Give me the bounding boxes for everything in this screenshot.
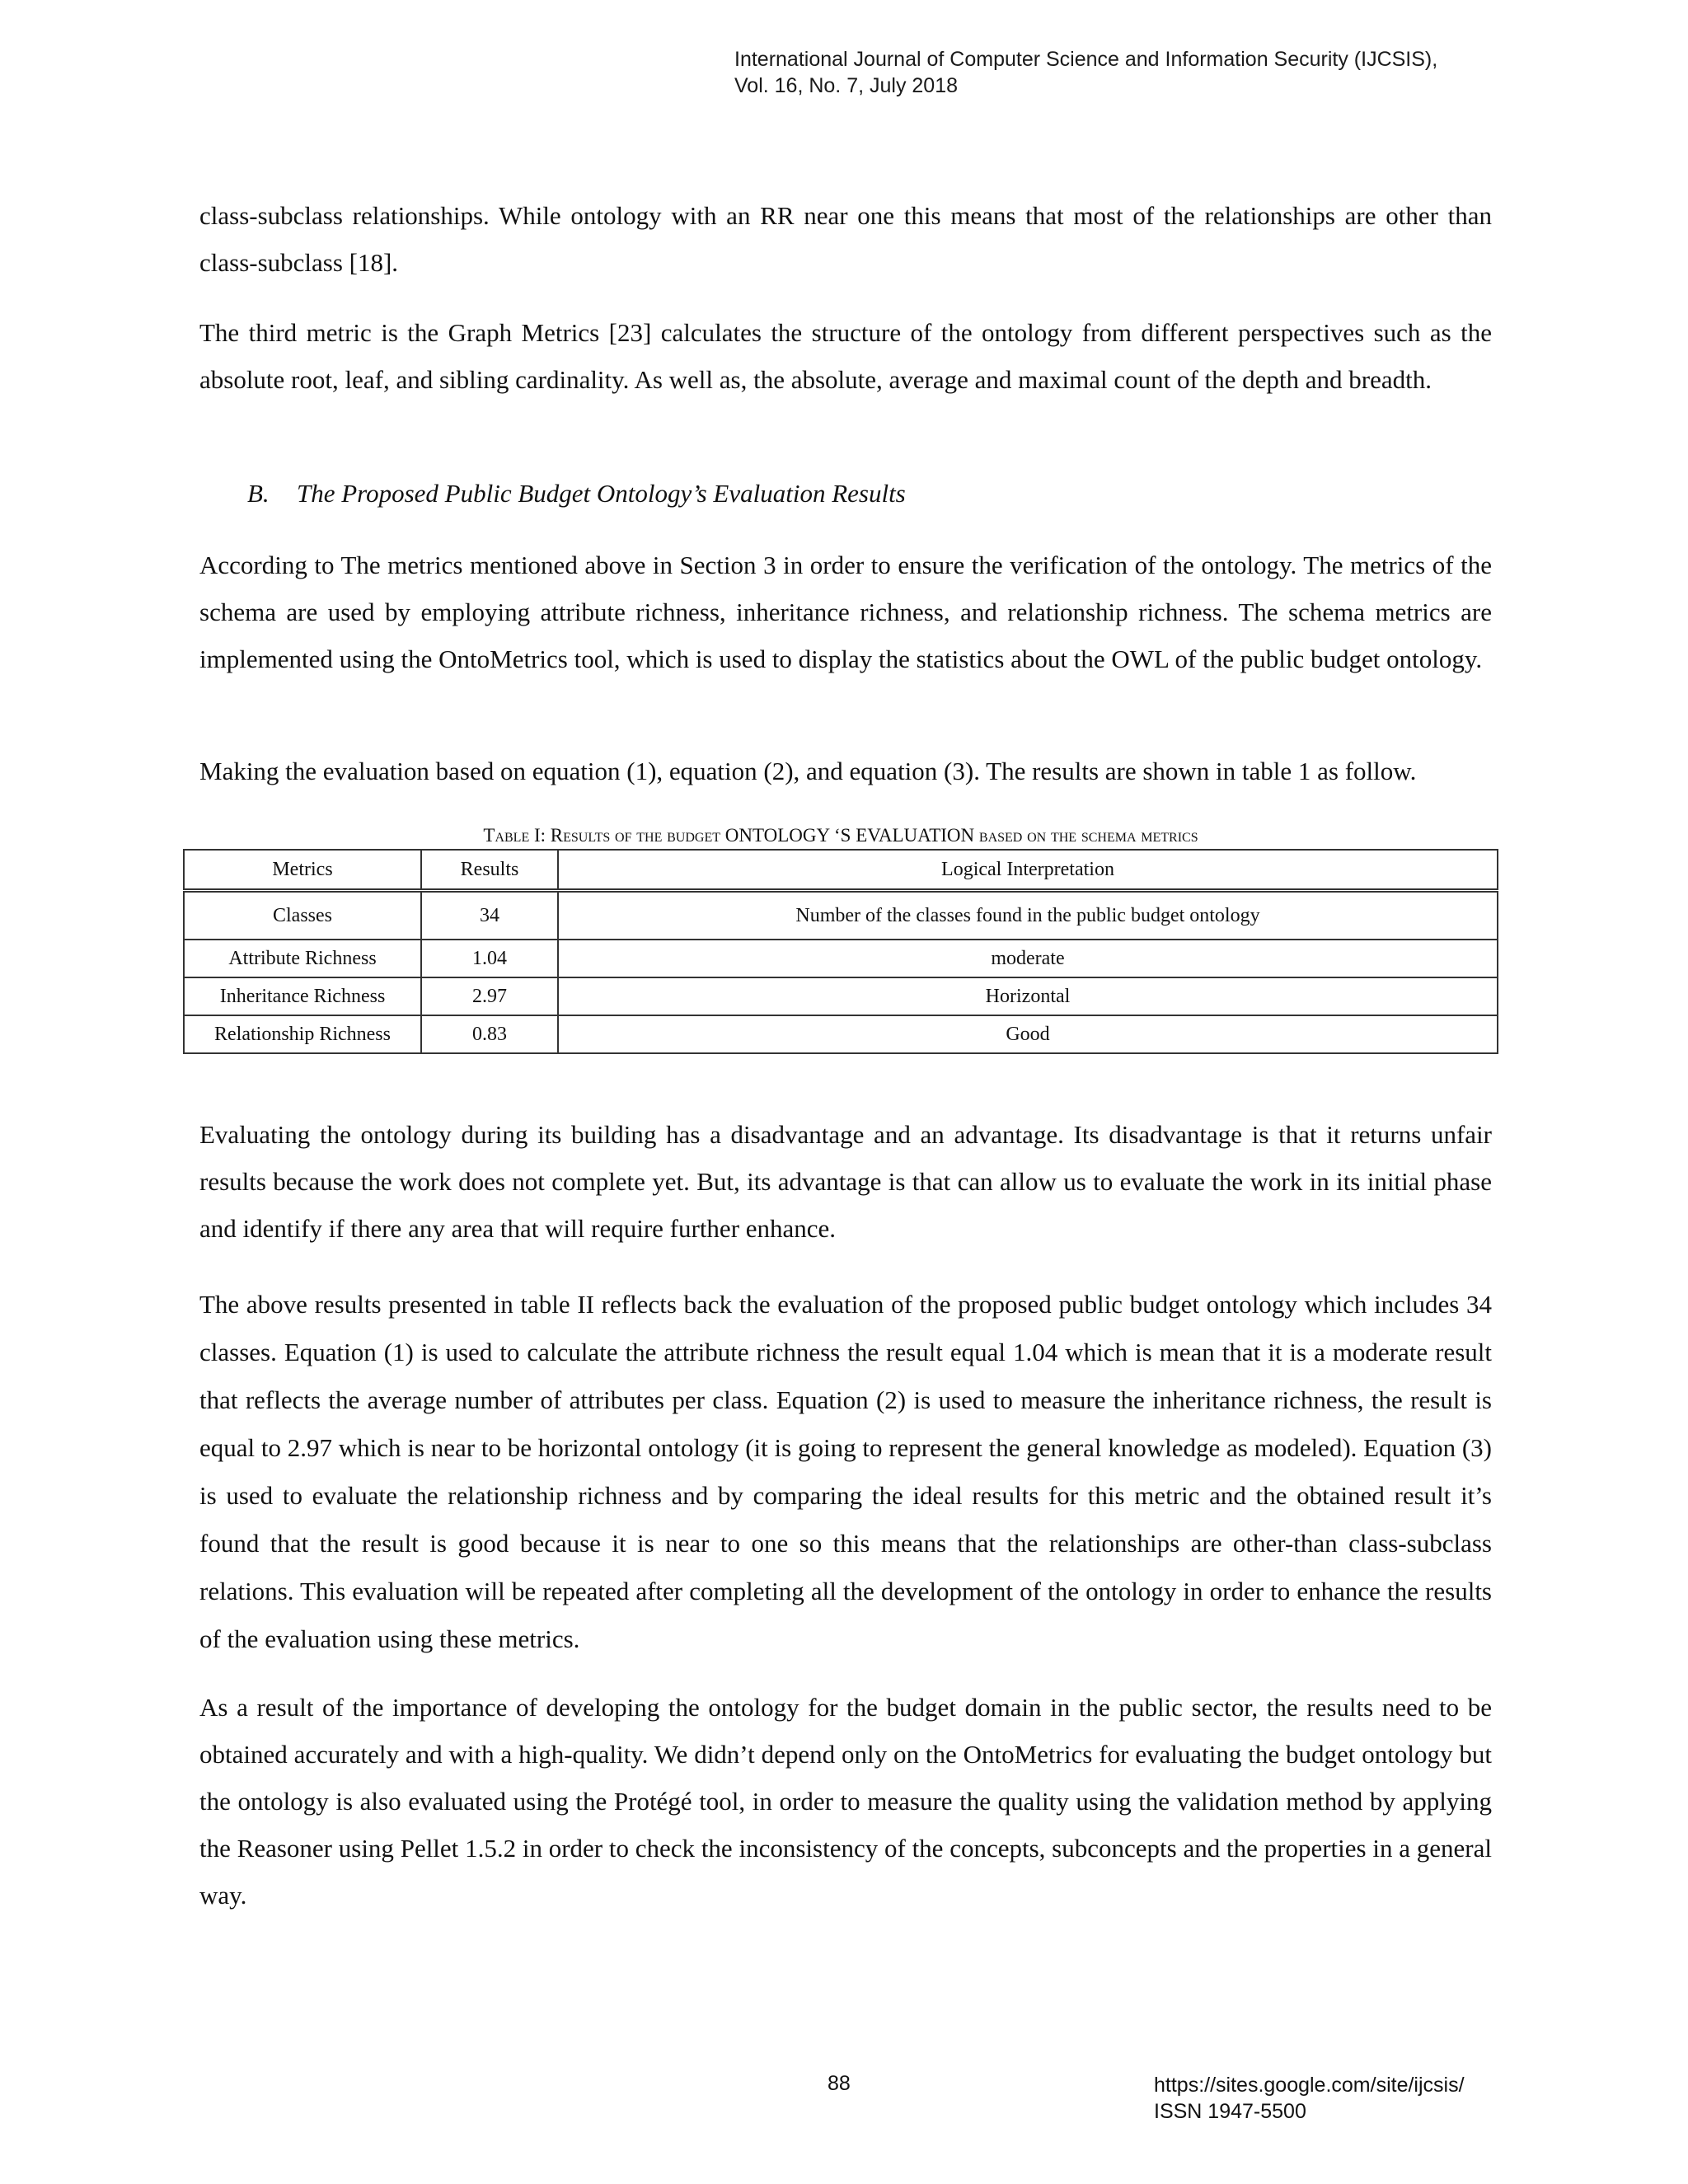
paragraph-advantages: Evaluating the ontology during its building has a disadvantage and an advantage. Its disadvantage is that it returns unfair results because the work does not complete yet. But, its advantage is that can allow us to evaluate the work in its initial phase and identify if there any area that will require further enhance. <box>199 1120 1492 1243</box>
paragraph-graph-metrics: The third metric is the Graph Metrics [23] calculates the structure of the ontology from different perspectives such as the absolute root, leaf, and sibling cardinality. As well as, the absolute, average and maximal count of the depth and breadth. <box>199 318 1492 394</box>
section-number: B. <box>247 479 270 508</box>
paragraph-rr-continuation: class-subclass relationships. While ontology with an RR near one this means that most of the relationships are other than class-subclass [18]. <box>199 201 1492 277</box>
table-row <box>184 1015 1498 1053</box>
table-caption-part1: Table I: Results of the budget <box>483 825 720 846</box>
table-header-cell: Logical Interpretation <box>558 850 1498 891</box>
table-header-row <box>184 850 1498 891</box>
page-number: 88 <box>828 2072 851 2095</box>
table-cell: Horizontal <box>558 977 1498 1015</box>
section-heading <box>247 474 906 513</box>
section-title: The Proposed Public Budget Ontology’s Evaluation Results <box>297 479 906 508</box>
table-header-cell: Metrics <box>184 850 421 891</box>
table-cell: Attribute Richness <box>184 940 421 977</box>
paragraph-evaluation-intro: Making the evaluation based on equation (1), equation (2), and equation (3). The results are shown in table 1 as follow. <box>199 757 1417 785</box>
table-caption-part2: ONTOLOGY ‘S EVALUATION <box>724 825 975 846</box>
journal-volume: Vol. 16, No. 7, July 2018 <box>734 74 959 97</box>
journal-footer <box>1154 2072 1465 2125</box>
journal-issn: ISSN 1947-5500 <box>1154 2100 1306 2123</box>
table-header-cell: Results <box>421 850 558 891</box>
table-cell: Relationship Richness <box>184 1015 421 1053</box>
results-table <box>183 849 1498 1054</box>
journal-url: https://sites.google.com/site/ijcsis/ <box>1154 2074 1465 2097</box>
paragraph-schema-metrics: According to The metrics mentioned above in Section 3 in order to ensure the verification of the ontology. The metrics of the schema are used by employing attribute richness, inheritance richness, and relationship richness. The schema metrics are implemented using the OntoMetrics tool, which is used to display the statistics about the OWL of the public budget ontology. <box>199 551 1492 673</box>
table-cell: Number of the classes found in the public budget ontology <box>558 891 1498 940</box>
table-row <box>184 940 1498 977</box>
paragraph-protege-validation: As a result of the importance of developing the ontology for the budget domain in the public sector, the results need to be obtained accurately and with a high-quality. We didn’t depend only on the OntoMetrics for evaluating the budget ontology but the ontology is also evaluated using the Protégé tool, in order to measure the quality using the validation method by applying the Reasoner using Pellet 1.5.2 in order to check the inconsistency of the concepts, subconcepts and the properties in a general way. <box>199 1693 1492 1910</box>
table-cell: Good <box>558 1015 1498 1053</box>
journal-title: International Journal of Computer Science and Information Security (IJCSIS), <box>734 48 1438 71</box>
table-cell: 34 <box>421 891 558 940</box>
table-cell: Inheritance Richness <box>184 977 421 1015</box>
paragraph-results-discussion: The above results presented in table II reflects back the evaluation of the proposed public budget ontology which includes 34 classes. Equation (1) is used to calculate the attribute richness the result equal 1.04 which is mean that it is a moderate result that reflects the average number of attributes per class. Equation (2) is used to measure the inheritance richness, the result is equal to 2.97 which is near to be horizontal ontology (it is going to represent the general knowledge as modeled). Equation (3) is used to evaluate the relationship richness and by comparing the ideal results for this metric and the obtained result it’s found that the result is good because it is near to one so this means that the relationships are other-than class-subclass relations. This evaluation will be repeated after completing all the development of the ontology in order to enhance the results of the evaluation using these metrics. <box>199 1290 1492 1653</box>
table-cell: Classes <box>184 891 421 940</box>
table-caption <box>183 823 1498 848</box>
journal-header <box>734 46 1437 99</box>
table-row <box>184 977 1498 1015</box>
table-cell: moderate <box>558 940 1498 977</box>
table-cell: 1.04 <box>421 940 558 977</box>
table-caption-part3: based on the schema metrics <box>978 825 1198 846</box>
table-cell: 2.97 <box>421 977 558 1015</box>
table-cell: 0.83 <box>421 1015 558 1053</box>
table-row <box>184 891 1498 940</box>
